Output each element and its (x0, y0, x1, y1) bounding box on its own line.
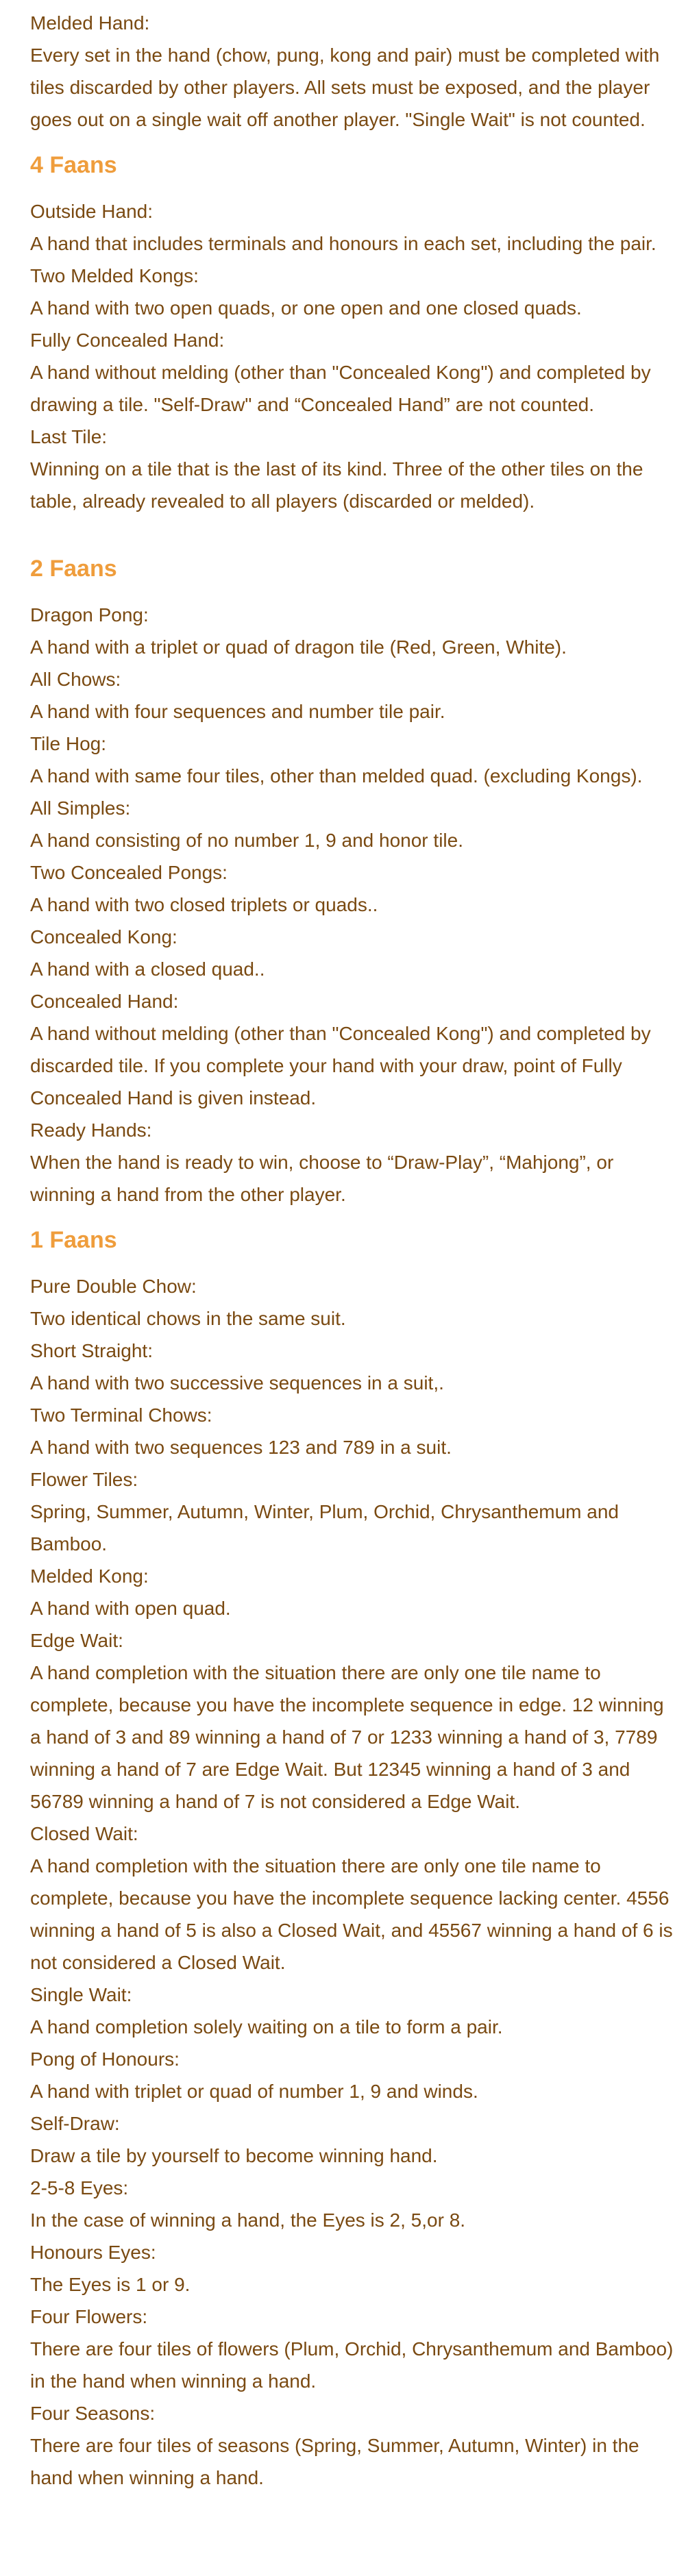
entry-outside-hand (30, 195, 678, 260)
entry-melded-hand (30, 7, 678, 136)
entry-description: A hand completion with the situation there are only one tile name to complete, because you have the incomplete sequence in edge. 12 winning a hand of 3 and 89 winning a hand of 7 or 1233 winning a hand of 3, 7789 winning a hand of 7 are Edge Wait. But 12345 winning a hand of 3 and 56789 winning a hand of 7 is not considered a Edge Wait. (30, 1662, 664, 1812)
entry-name: Single Wait: (30, 1984, 132, 2005)
entry-fully-concealed-hand (30, 324, 678, 421)
entry-description: The Eyes is 1 or 9. (30, 2274, 191, 2295)
entry-description: There are four tiles of flowers (Plum, Orchid, Chrysanthemum and Bamboo) in the hand when winning a hand. (30, 2338, 674, 2392)
entry-name: Dragon Pong: (30, 604, 149, 626)
entry-description: Draw a tile by yourself to become winning hand. (30, 2145, 438, 2166)
entry-name: Fully Concealed Hand: (30, 330, 225, 351)
entry-name: Concealed Hand: (30, 991, 179, 1012)
entry-description: Two identical chows in the same suit. (30, 1308, 346, 1329)
entry-name: 2-5-8 Eyes: (30, 2177, 129, 2199)
entry-edge-wait (30, 1624, 678, 1818)
entry-ready-hands (30, 1114, 678, 1211)
entry-name: Concealed Kong: (30, 926, 177, 948)
entry-closed-wait (30, 1818, 678, 1979)
entry-name: Ready Hands: (30, 1119, 152, 1141)
entry-name: Outside Hand: (30, 201, 153, 222)
entry-name: Pure Double Chow: (30, 1276, 197, 1297)
entry-name: Short Straight: (30, 1340, 153, 1361)
entry-description: Spring, Summer, Autumn, Winter, Plum, Orchid, Chrysanthemum and Bamboo. (30, 1501, 620, 1555)
entry-name: Flower Tiles: (30, 1469, 138, 1490)
entry-concealed-hand (30, 985, 678, 1114)
entry-concealed-kong (30, 921, 678, 985)
entry-description: There are four tiles of seasons (Spring, Summer, Autumn, Winter) in the hand when winning a hand. (30, 2435, 639, 2488)
entry-description: A hand without melding (other than "Concealed Kong") and completed by discarded tile. If you complete your hand with your draw, point of Fully Concealed Hand is given instead. (30, 1023, 651, 1109)
entry-description: When the hand is ready to win, choose to “Draw-Play”, “Mahjong”, or winning a hand from the other player. (30, 1152, 614, 1205)
entry-two-melded-kongs (30, 260, 678, 324)
entry-name: Closed Wait: (30, 1823, 138, 1844)
entry-self-draw (30, 2107, 678, 2172)
section-2-faans (30, 553, 678, 1211)
entry-description: A hand with two open quads, or one open and one closed quads. (30, 297, 582, 319)
entry-name: Self-Draw: (30, 2113, 120, 2134)
entry-name: Honours Eyes: (30, 2242, 156, 2263)
entry-2-5-8-eyes (30, 2172, 678, 2236)
entry-two-terminal-chows (30, 1399, 678, 1463)
section-heading: 4 Faans (30, 152, 117, 178)
section-heading: 2 Faans (30, 556, 117, 582)
entry-all-simples (30, 792, 678, 856)
section-heading: 1 Faans (30, 1227, 117, 1253)
entry-pure-double-chow (30, 1270, 678, 1335)
entry-name: Melded Hand: (30, 12, 150, 34)
entry-description: A hand with a closed quad.. (30, 958, 265, 980)
entry-name: Tile Hog: (30, 733, 107, 754)
entry-description: In the case of winning a hand, the Eyes is 2, 5,or 8. (30, 2209, 466, 2231)
entry-description: A hand with two closed triplets or quads.. (30, 894, 378, 915)
entry-two-concealed-pongs (30, 856, 678, 921)
entry-short-straight (30, 1335, 678, 1399)
entry-description: A hand completion solely waiting on a tile to form a pair. (30, 2016, 503, 2038)
entry-melded-kong (30, 1560, 678, 1624)
entry-tile-hog (30, 728, 678, 792)
entry-description: A hand with open quad. (30, 1598, 231, 1619)
entry-name: All Simples: (30, 797, 131, 819)
entry-description: A hand with four sequences and number tile pair. (30, 701, 445, 722)
entry-name: Last Tile: (30, 426, 108, 447)
entry-description: Winning on a tile that is the last of its kind. Three of the other tiles on the table, already revealed to all players (discarded or melded). (30, 458, 643, 512)
entry-description: A hand with same four tiles, other than melded quad. (excluding Kongs). (30, 765, 643, 787)
entry-name: Four Flowers: (30, 2306, 148, 2327)
entry-honours-eyes (30, 2236, 678, 2301)
entry-name: Edge Wait: (30, 1630, 123, 1651)
entry-name: Two Concealed Pongs: (30, 862, 228, 883)
entry-flower-tiles (30, 1463, 678, 1560)
entry-description: A hand that includes terminals and honours in each set, including the pair. (30, 233, 657, 254)
entry-dragon-pong (30, 599, 678, 663)
entry-single-wait (30, 1979, 678, 2043)
entry-name: All Chows: (30, 669, 121, 690)
entry-description: A hand consisting of no number 1, 9 and honor tile. (30, 830, 463, 851)
entry-description: Every set in the hand (chow, pung, kong and pair) must be completed with tiles discarded by other players. All sets must be exposed, and the player goes out on a single wait off another player. "Single Wait" is not counted. (30, 45, 660, 130)
entry-name: Pong of Honours: (30, 2048, 180, 2070)
entry-pong-of-honours (30, 2043, 678, 2107)
entry-all-chows (30, 663, 678, 728)
entry-name: Four Seasons: (30, 2403, 156, 2424)
entry-description: A hand without melding (other than "Concealed Kong") and completed by drawing a tile. "Self-Draw" and “Concealed Hand” are not counted. (30, 362, 651, 415)
entry-description: A hand with a triplet or quad of dragon tile (Red, Green, White). (30, 636, 567, 658)
entry-description: A hand completion with the situation there are only one tile name to complete, because you have the incomplete sequence lacking center. 4556 winning a hand of 5 is also a Closed Wait, and 45567 winning a hand of 6 is not considered a Closed Wait. (30, 1855, 673, 1973)
entry-description: A hand with triplet or quad of number 1, 9 and winds. (30, 2081, 478, 2102)
entry-name: Melded Kong: (30, 1565, 149, 1587)
entry-four-flowers (30, 2301, 678, 2397)
section-1-faans (30, 1224, 678, 2494)
entry-four-seasons (30, 2397, 678, 2494)
entry-last-tile (30, 421, 678, 517)
entry-description: A hand with two successive sequences in a suit,. (30, 1372, 444, 1394)
entry-name: Two Melded Kongs: (30, 265, 199, 286)
entry-description: A hand with two sequences 123 and 789 in a suit. (30, 1437, 452, 1458)
section-4-faans (30, 149, 678, 517)
entry-name: Two Terminal Chows: (30, 1404, 212, 1426)
